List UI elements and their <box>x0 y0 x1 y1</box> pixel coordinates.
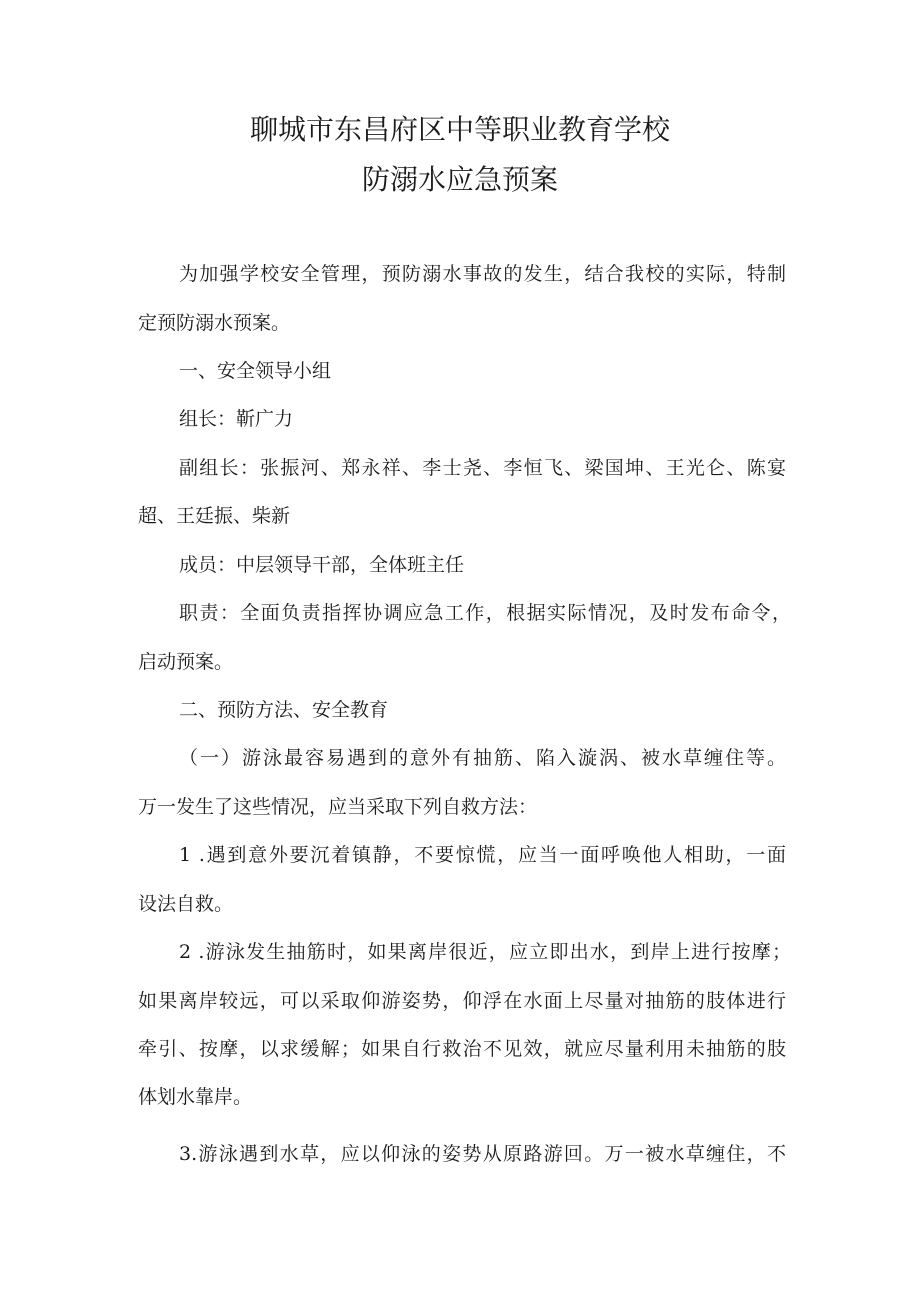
item1-line1: 1 .遇到意外要沉着镇静，不要惊慌，应当一面呼唤他人相助，一面 <box>179 844 786 866</box>
item2-line4: 体划水靠岸。 <box>138 1086 253 1108</box>
team-members: 成员：中层领导干部，全体班主任 <box>179 554 465 576</box>
document-title-line1: 聊城市东昌府区中等职业教育学校 <box>249 113 670 146</box>
item3-line1: 3.游泳遇到水草，应以仰泳的姿势从原路游回。万一被水草缠住，不 <box>179 1143 786 1165</box>
item2-line2: 如果离岸较远，可以采取仰游姿势，仰浮在水面上尽量对抽筋的肢体进行 <box>138 990 786 1012</box>
duties-line1: 职责：全面负责指挥协调应急工作，根据实际情况，及时发布命令， <box>179 602 791 624</box>
item2-line3: 牵引、按摩，以求缓解；如果自行救治不见效，就应尽量利用未抽筋的肢 <box>138 1038 786 1060</box>
intro-paragraph-line1: 为加强学校安全管理，预防溺水事故的发生，结合我校的实际，特制 <box>179 263 786 285</box>
subsection1-line2: 万一发生了这些情况，应当采取下列自救方法： <box>138 796 538 818</box>
deputy-leaders-line1: 副组长：张振河、郑永祥、李士尧、李恒飞、梁国坤、王光仑、陈宴 <box>179 457 786 479</box>
item1-line2: 设法自救。 <box>138 893 234 915</box>
intro-paragraph-line2: 定预防溺水预案。 <box>138 312 291 334</box>
section2-heading: 二、预防方法、安全教育 <box>179 699 389 721</box>
duties-line2: 启动预案。 <box>138 651 234 673</box>
team-leader: 组长：靳广力 <box>179 408 294 430</box>
section1-heading: 一、安全领导小组 <box>179 360 332 382</box>
item2-line1: 2 .游泳发生抽筋时，如果离岸很近，应立即出水，到岸上进行按摩； <box>179 941 791 963</box>
subsection1-line1: （一）游泳最容易遇到的意外有抽筋、陷入漩涡、被水草缠住等。 <box>179 747 786 769</box>
deputy-leaders-line2: 超、王廷振、柴新 <box>138 505 291 527</box>
document-title-line2: 防溺水应急预案 <box>361 163 558 196</box>
